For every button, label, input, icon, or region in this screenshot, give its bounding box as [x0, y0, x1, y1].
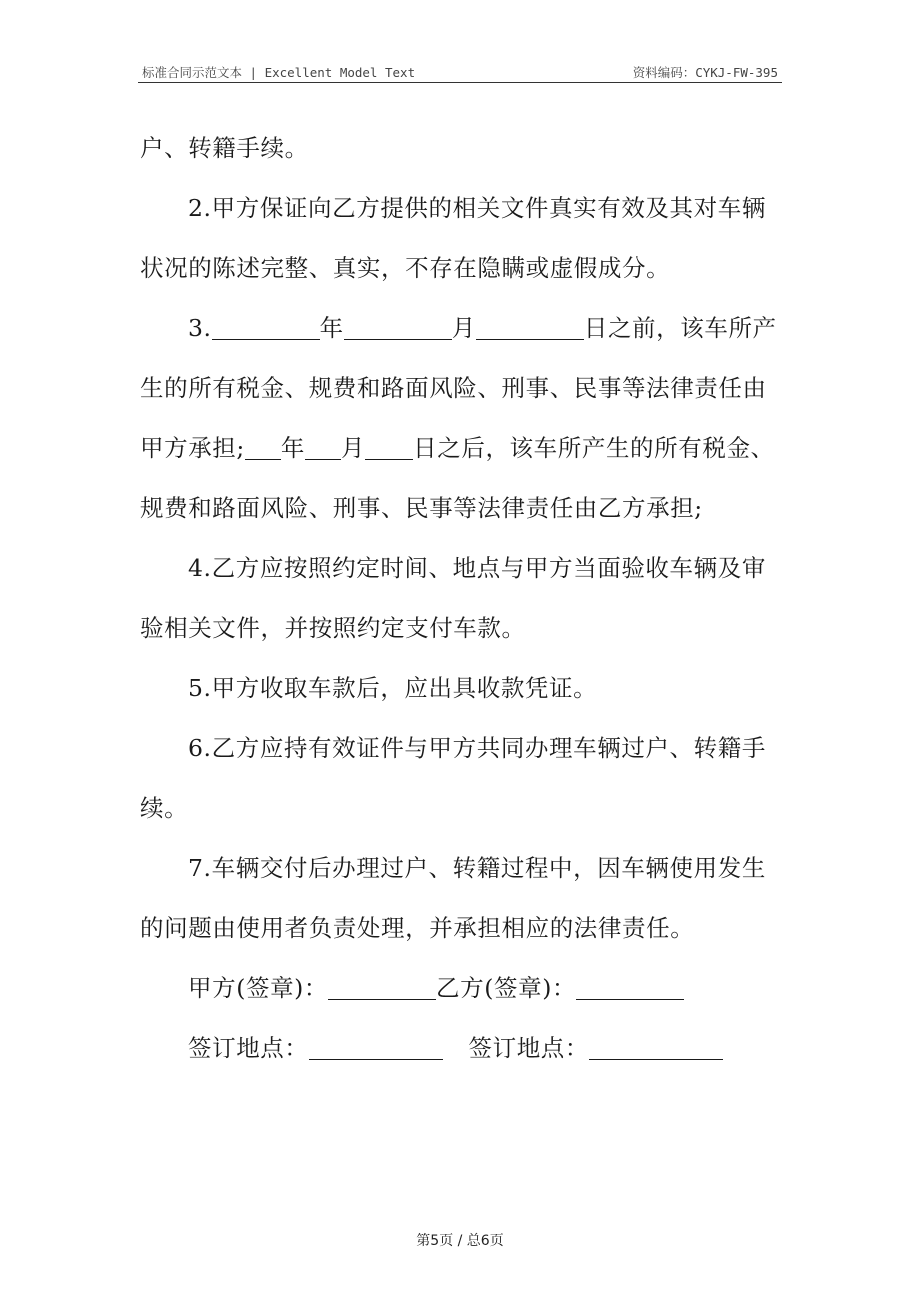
month-blank[interactable] — [344, 315, 452, 340]
party-a-signature-blank[interactable] — [328, 975, 436, 1000]
contract-body — [140, 118, 780, 1078]
day-blank-2[interactable] — [365, 435, 413, 460]
paragraph-2: 2.甲方保证向乙方提供的相关文件真实有效及其对车辆状况的陈述完整、真实，不存在隐瞒或虚假成分。 — [140, 194, 766, 282]
paragraph-1: 户、转籍手续。 — [140, 134, 309, 162]
year-blank-2[interactable] — [245, 435, 281, 460]
year-label: 年 — [319, 314, 344, 342]
place-label-a: 签订地点： — [188, 1034, 309, 1062]
document-code: 资料编码：CYKJ-FW-395 — [632, 65, 778, 80]
month-label: 月 — [451, 314, 476, 342]
paragraph-6: 6.乙方应持有效证件与甲方共同办理车辆过户、转籍手续。 — [140, 734, 766, 822]
party-b-label: 乙方(签章)： — [436, 974, 577, 1002]
month-blank-2[interactable] — [305, 435, 341, 460]
place-label-b: 签订地点： — [468, 1034, 589, 1062]
signing-place-line — [140, 1018, 780, 1078]
year-label-2: 年 — [280, 434, 306, 462]
paragraph-5: 5.甲方收取车款后，应出具收款凭证。 — [188, 674, 598, 702]
header-title: 标准合同示范文本 | Excellent Model Text — [142, 65, 416, 80]
day-blank[interactable] — [476, 315, 584, 340]
page-header — [138, 60, 782, 83]
clause-3-before-text: 日之前，该车所产生的所有税金、规费和路面风险、刑事、民事等法律责任由甲方承担; — [140, 314, 777, 462]
year-blank[interactable] — [212, 315, 320, 340]
clause-number-3: 3. — [188, 314, 212, 342]
signature-line — [140, 958, 780, 1018]
clause-3-after-text: 日之后，该车所产生的所有税金、规费和路面风险、刑事、民事等法律责任由乙方承担; — [140, 434, 775, 522]
paragraph-3 — [140, 298, 780, 538]
paragraph-4: 4.乙方应按照约定时间、地点与甲方当面验收车辆及审验相关文件，并按照约定支付车款。 — [140, 554, 766, 642]
place-b-blank[interactable] — [589, 1035, 723, 1060]
party-b-signature-blank[interactable] — [576, 975, 684, 1000]
paragraph-7: 7.车辆交付后办理过户、转籍过程中，因车辆使用发生的问题由使用者负责处理，并承担相应的法律责任。 — [140, 854, 766, 942]
party-a-label: 甲方(签章)： — [188, 974, 329, 1002]
page-number: 第5页 / 总6页 — [416, 1233, 504, 1249]
month-label-2: 月 — [341, 434, 366, 462]
place-a-blank[interactable] — [309, 1035, 443, 1060]
